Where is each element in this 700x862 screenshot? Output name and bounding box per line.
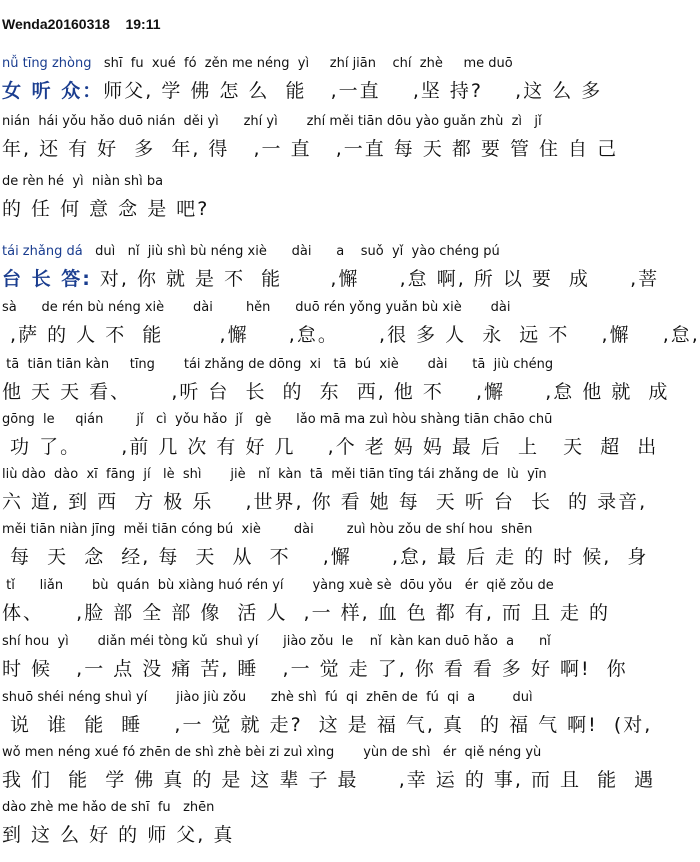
- hanzi-text: 时 候 ,一 点 没 痛 苦, 睡 ,一 觉 走 了, 你 看 看 多 好 啊! 你: [2, 658, 628, 680]
- pinyin-text: de rèn hé yì niàn shì ba: [2, 174, 164, 189]
- pinyin-line: [2, 114, 542, 129]
- pinyin-text: duì nǐ jiù shì bù néng xiè dài a suǒ yǐ yào chéng pú: [82, 244, 500, 259]
- speaker-label: 台 长 答:: [2, 268, 92, 290]
- pinyin-text: shí hou yì diǎn méi tòng kǔ shuì yí jiào zǒu le nǐ kàn kan duō hǎo a nǐ: [2, 634, 551, 649]
- pinyin-speaker: nǚ tīng zhòng: [2, 56, 92, 71]
- pinyin-line: [2, 634, 551, 649]
- pinyin-text: shuō shéi néng shuì yí jiào jiù zǒu zhè shì fú qi zhēn de fú qi a duì: [2, 690, 533, 705]
- hanzi-line: [2, 76, 602, 103]
- speaker-label: 女 听 众：: [2, 80, 104, 102]
- pinyin-text: měi tiān niàn jīng měi tiān cóng bú xiè dài zuì hòu zǒu de shí hou shēn: [2, 522, 533, 537]
- hanzi-text: 体、 ,脸 部 全 部 像 活 人 ,一 样, 血 色 都 有, 而 且 走 的: [2, 602, 611, 624]
- hanzi-line: [2, 264, 659, 291]
- hanzi-line: [2, 654, 628, 681]
- pinyin-text: tā tiān tiān kàn tīng tái zhǎng de dōng xi tā bú xiè dài tā jiù chéng: [2, 357, 554, 372]
- pinyin-line: [2, 800, 214, 815]
- pinyin-text: nián hái yǒu hǎo duō nián děi yì zhí yì zhí měi tiān dōu yào guǎn zhù zì jǐ: [2, 114, 542, 129]
- pinyin-text: sà de rén bù néng xiè dài hěn duō rén yǒng yuǎn bù xiè dài: [2, 300, 511, 315]
- pinyin-line: [2, 578, 554, 593]
- pinyin-text: shī fu xué fó zěn me néng yì zhí jiān chí zhè me duō: [91, 56, 513, 71]
- pinyin-text: wǒ men néng xué fó zhēn de shì zhè bèi zi zuì xìng yùn de shì ér qiě néng yù: [2, 745, 542, 760]
- hanzi-line: [2, 598, 610, 625]
- hanzi-line: [2, 765, 655, 792]
- session-header: Wenda20160318 19:11: [2, 16, 161, 32]
- hanzi-text: 功 了。 ,前 几 次 有 好 几 ,个 老 妈 妈 最 后 上 天 超 出: [2, 436, 659, 458]
- hanzi-line: [2, 710, 652, 737]
- hanzi-text: 他 天 天 看、 ,听 台 长 的 东 西, 他 不 ,懈 ,怠 他 就 成: [2, 381, 670, 403]
- hanzi-text: ,萨 的 人 不 能 ,懈 ,怠。 ,很 多 人 永 远 不 ,懈 ,怠,: [2, 324, 700, 346]
- pinyin-line: [2, 690, 533, 705]
- hanzi-line: [2, 134, 618, 161]
- pinyin-text: gōng le qián jǐ cì yǒu hǎo jǐ gè lǎo mā ma zuì hòu shàng tiān chāo chū: [2, 412, 553, 427]
- pinyin-text: dào zhè me hǎo de shī fu zhēn: [2, 800, 215, 815]
- pinyin-line: [2, 174, 163, 189]
- hanzi-text: 到 这 么 好 的 师 父, 真: [2, 824, 235, 846]
- hanzi-text: 六 道, 到 西 方 极 乐 ,世界, 你 看 她 每 天 听 台 长 的 录音,: [2, 491, 648, 513]
- hanzi-text: 我 们 能 学 佛 真 的 是 这 辈 子 最 ,幸 运 的 事, 而 且 能 遇: [2, 769, 656, 791]
- pinyin-line: [2, 357, 553, 372]
- pinyin-line: [2, 300, 510, 315]
- pinyin-line: [2, 244, 500, 259]
- hanzi-line: [2, 320, 700, 347]
- pinyin-line: [2, 522, 532, 537]
- pinyin-text: tǐ liǎn bù quán bù xiàng huó rén yí yàng xuè sè dōu yǒu ér qiě zǒu de: [2, 578, 554, 593]
- hanzi-line: [2, 194, 209, 221]
- hanzi-line: [2, 542, 648, 569]
- pinyin-speaker: tái zhǎng dá: [2, 244, 83, 259]
- pinyin-line: [2, 56, 513, 71]
- pinyin-text: liù dào dào xī fāng jí lè shì jiè nǐ kàn tā měi tiān tīng tái zhǎng de lù yīn: [2, 467, 547, 482]
- hanzi-text: 年, 还 有 好 多 年, 得 ,一 直 ,一直 每 天 都 要 管 住 自 己: [2, 138, 619, 160]
- hanzi-line: [2, 377, 669, 404]
- hanzi-text: 的 任 何 意 念 是 吧?: [2, 198, 210, 220]
- hanzi-line: [2, 487, 647, 514]
- hanzi-text: 说 谁 能 睡 ,一 觉 就 走? 这 是 福 气, 真 的 福 气 啊! (对,: [2, 714, 653, 736]
- hanzi-line: [2, 432, 658, 459]
- pinyin-line: [2, 467, 547, 482]
- hanzi-text: 师父, 学 佛 怎 么 能 ,一直 ,坚 持? ,这 么 多: [103, 80, 603, 102]
- hanzi-text: 对, 你 就 是 不 能 ,懈 ,怠 啊, 所 以 要 成 ,菩: [91, 268, 660, 290]
- hanzi-text: 每 天 念 经, 每 天 从 不 ,懈 ,怠, 最 后 走 的 时 候, 身: [2, 546, 649, 568]
- hanzi-line: [2, 820, 234, 847]
- pinyin-line: [2, 412, 552, 427]
- pinyin-line: [2, 745, 541, 760]
